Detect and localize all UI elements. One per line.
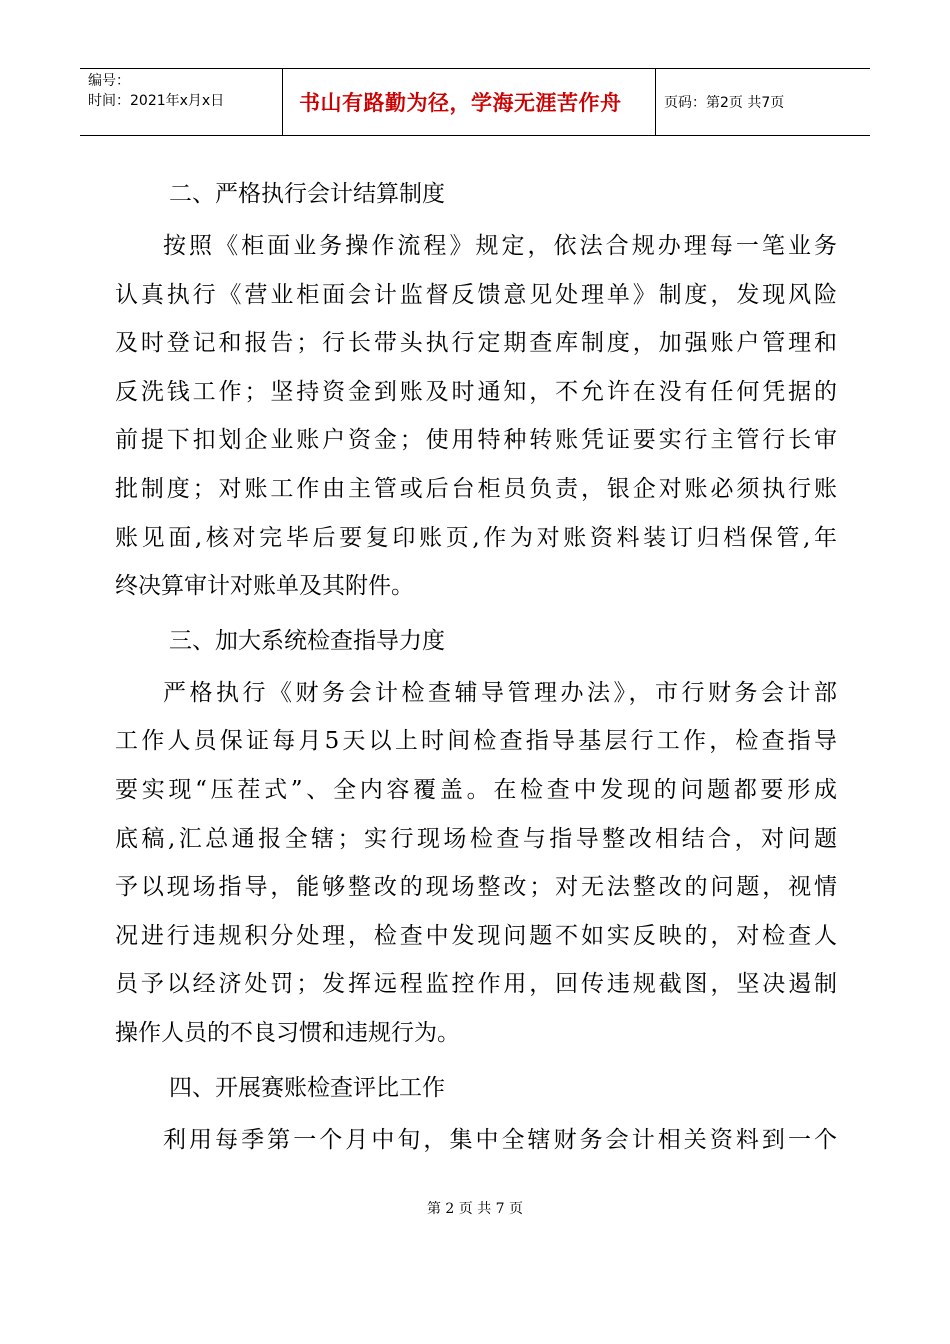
- paragraph-line: 账见面,核对完毕后要复印账页,作为对账资料装订归档保管,年: [115, 524, 837, 551]
- page-footer: 第 2 页 共 7 页: [426, 1201, 524, 1217]
- header-page-code: 页码：第2页 共7页: [664, 95, 785, 111]
- paragraph-line: 工作人员保证每月5天以上时间检查指导基层行工作，检查指导: [115, 728, 837, 755]
- paragraph-line: 员予以经济处罚；发挥远程监控作用，回传违规截图，坚决遏制: [115, 971, 837, 998]
- time-label: 时间：2021年x月x日: [88, 93, 225, 109]
- paragraph-line: 底稿,汇总通报全辖；实行现场检查与指导整改相结合，对问题: [115, 825, 837, 852]
- paragraph-line: 反洗钱工作；坚持资金到账及时通知，不允许在没有任何凭据的: [115, 378, 837, 405]
- paragraph-line: 要实现“压茬式”、全内容覆盖。在检查中发现的问题都要形成: [115, 776, 837, 803]
- paragraph-line: 况进行违规积分处理，检查中发现问题不如实反映的，对检查人: [115, 922, 837, 949]
- section-title: 三、加大系统检查指导力度: [169, 627, 445, 654]
- section-title: 四、开展赛账检查评比工作: [169, 1074, 445, 1101]
- paragraph-line: 操作人员的不良习惯和违规行为。: [115, 1019, 460, 1046]
- paragraph-line: 利用每季第一个月中旬，集中全辖财务会计相关资料到一个: [163, 1126, 837, 1153]
- section-paragraph: [115, 222, 837, 611]
- paragraph-line: 终决算审计对账单及其附件。: [115, 573, 414, 600]
- section-title: 二、严格执行会计结算制度: [169, 181, 445, 207]
- section-paragraph: [115, 669, 837, 1058]
- document-body: [115, 170, 837, 1170]
- document-header: [80, 68, 870, 136]
- paragraph-line: 前提下扣划企业账户资金；使用特种转账凭证要实行主管行长审: [115, 427, 837, 454]
- paragraph-line: 严格执行《财务会计检查辅导管理办法》，市行财务会计部: [163, 679, 837, 706]
- paragraph-line: 认真执行《营业柜面会计监督反馈意见处理单》制度，发现风险: [115, 281, 837, 308]
- paragraph-line: 批制度；对账工作由主管或后台柜员负责，银企对账必须执行账: [115, 475, 837, 502]
- section-paragraph: [115, 1116, 837, 1165]
- header-meta: [80, 69, 283, 135]
- paragraph-line: 及时登记和报告；行长带头执行定期查库制度，加强账户管理和: [115, 330, 837, 357]
- header-motto: 书山有路勤为径，学海无涯苦作舟: [283, 69, 656, 135]
- paragraph-line: 按照《柜面业务操作流程》规定，依法合规办理每一笔业务: [163, 233, 837, 259]
- paragraph-line: 予以现场指导，能够整改的现场整改；对无法整改的问题，视情: [115, 874, 837, 901]
- number-label: 编号：: [88, 73, 130, 89]
